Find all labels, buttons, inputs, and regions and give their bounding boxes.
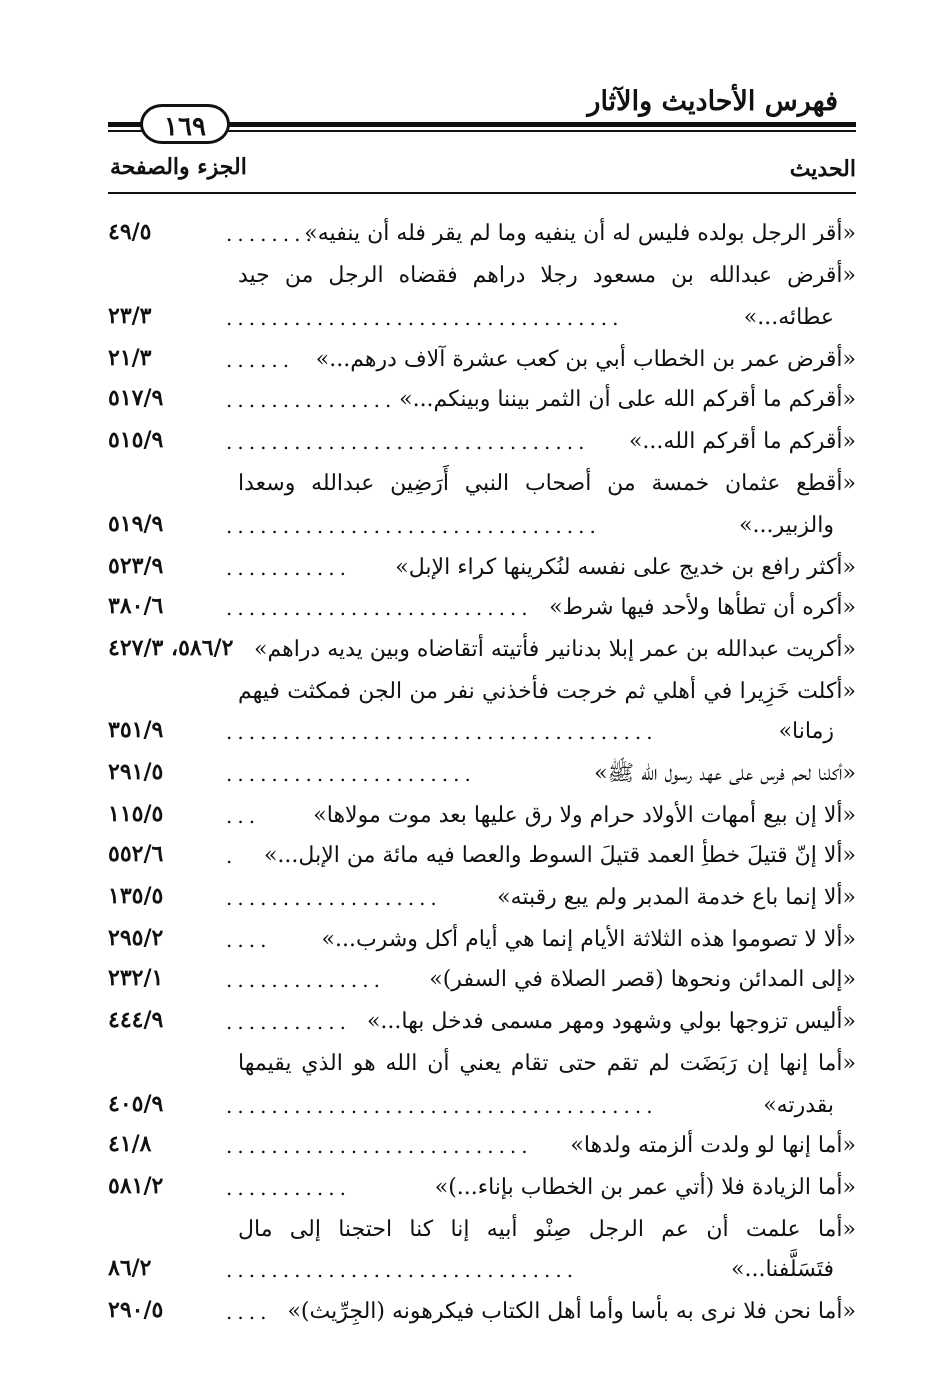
volume-page-ref: ٥٨١/٢: [108, 1173, 164, 1199]
index-line: [108, 380, 856, 420]
volume-page-ref: ٥٨٦/٢، ٤٢٧/٣: [108, 635, 234, 661]
leader-dots: ....: [226, 928, 272, 952]
index-line: [108, 960, 856, 1000]
leader-dots: ...................: [226, 886, 442, 910]
hadith-text: «إلى المدائن ونحوها (قصر الصلاة في السفر)»: [429, 967, 856, 992]
hadith-text: «أكثر رافع بن خديج على نفسه لنُكرينها كراء الإبل»: [395, 555, 856, 580]
leader-dots: ....: [226, 1300, 272, 1324]
hadith-text: عطائه...»: [743, 305, 834, 330]
volume-page-ref: ٥٥٢/٦: [108, 841, 164, 867]
hadith-text: «أقرض عمر بن الخطاب أبي بن كعب عشرة آلاف درهم...»: [315, 347, 856, 372]
index-line: [108, 630, 856, 670]
hadith-text: «أقركم ما أقركم الله على أن الثمر بيننا وبينكم...»: [399, 387, 856, 412]
leader-dots: ..............: [226, 968, 386, 992]
hadith-text: «ألا إنما باع خدمة المدبر ولم يبع رقبته»: [497, 885, 856, 910]
hadith-text: «أكلت خَزِيرا في أهلي ثم خرجت فأخذني نفر من الجن فمكثت فيهم: [238, 679, 857, 704]
index-line: [108, 836, 856, 876]
volume-page-ref: ١٣٥/٥: [108, 883, 164, 909]
volume-page-ref: ٣٥١/٩: [108, 717, 164, 743]
index-line: [108, 340, 856, 380]
index-line: [108, 754, 856, 794]
volume-page-ref: ٤٠٥/٩: [108, 1091, 164, 1117]
leader-dots: ......: [226, 348, 295, 372]
hadith-text: «ألا لا تصوموا هذه الثلاثة الأيام إنما هي أيام أكل وشرب...»: [321, 927, 856, 952]
leader-dots: ...........: [226, 1176, 351, 1200]
hadith-text: «أما الزيادة فلا (أتي عمر بن الخطاب بإناء...)»: [434, 1175, 856, 1200]
volume-page-ref: ٢٩٠/٥: [108, 1297, 164, 1323]
volume-page-ref: ٢٣/٣: [108, 303, 152, 329]
hadith-text: «أقرض عبدالله بن مسعود رجلا دراهم فقضاه الرجل من جيد: [238, 263, 856, 288]
index-line: [108, 1002, 856, 1042]
volume-page-ref: ٨٦/٢: [108, 1255, 152, 1281]
volume-page-ref: ٥١٩/٩: [108, 511, 164, 537]
index-line: [108, 1086, 856, 1126]
leader-dots: ...........: [226, 1010, 351, 1034]
column-heading-volume-page: الجزء والصفحة: [110, 154, 247, 180]
volume-page-ref: ٢١/٣: [108, 345, 152, 371]
leader-dots: .: [226, 844, 238, 868]
hadith-text: «أكلنا لحم فرس على عهد رسول الله ﷺ»: [594, 761, 856, 786]
hadith-text: فتَسَلَّفنا...»: [731, 1257, 834, 1282]
leader-dots: ......................................: [226, 720, 658, 744]
index-line: [108, 506, 856, 546]
volume-page-ref: ٢٩١/٥: [108, 759, 164, 785]
index-line: [108, 588, 856, 628]
leader-dots: ...........: [226, 556, 351, 580]
volume-page-ref: ١١٥/٥: [108, 801, 164, 827]
index-line: [108, 298, 856, 338]
volume-page-ref: ٤٩/٥: [108, 219, 152, 245]
index-line: [108, 672, 856, 712]
volume-page-ref: ٥١٧/٩: [108, 385, 164, 411]
index-line: [108, 1126, 856, 1166]
leader-dots: ................................: [226, 430, 590, 454]
page-number: ١٦٩: [140, 104, 230, 144]
hadith-text: «أليس تزوجها بولي وشهود ومهر مسمى فدخل بها...»: [366, 1009, 856, 1034]
hadith-text: «أما إنها لو ولدت ألزمته ولدها»: [570, 1133, 856, 1158]
index-line: [108, 548, 856, 588]
volume-page-ref: ٤٤٤/٩: [108, 1007, 164, 1033]
hadith-text: بقدرته»: [763, 1093, 834, 1118]
leader-dots: ...........................: [226, 596, 533, 620]
running-title: فهرس الأحاديث والآثار: [587, 86, 838, 117]
leader-dots: ...........................: [226, 1134, 533, 1158]
index-line: [108, 712, 856, 752]
index-line: [108, 1044, 856, 1084]
index-line: [108, 878, 856, 918]
index-line: [108, 1292, 856, 1332]
volume-page-ref: ٥١٥/٩: [108, 427, 164, 453]
leader-dots: ...............: [226, 388, 397, 412]
hadith-text: «ألا إنّ قتيلَ خطأِ العمد قتيلَ السوط والعصا فيه مائة من الإبل...»: [263, 843, 856, 868]
volume-page-ref: ٤١/٨: [108, 1131, 152, 1157]
index-line: [108, 422, 856, 462]
index-line: [108, 256, 856, 296]
hadith-text: «أقر الرجل بولده فليس له أن ينفيه وما لم يقر فله أن ينفيه»: [304, 221, 856, 246]
leader-dots: ........: [226, 222, 317, 246]
volume-page-ref: ٥٢٣/٩: [108, 553, 164, 579]
index-line: [108, 1250, 856, 1290]
index-line: [108, 464, 856, 504]
hadith-text: «أما إنها إن رَبَضَت لم تقم حتى تقام يعني أن الله هو الذي يقيمها: [238, 1051, 856, 1076]
column-heading-rule: [108, 192, 856, 194]
volume-page-ref: ٢٣٢/١: [108, 965, 164, 991]
index-line: [108, 1168, 856, 1208]
leader-dots: ......................................: [226, 1094, 658, 1118]
hadith-text: «أقركم ما أقركم الله...»: [628, 429, 856, 454]
leader-dots: ...................................: [226, 306, 624, 330]
hadith-text: «أما علمت أن عم الرجل صِنْو أبيه إنا كنا احتجنا إلى مال: [238, 1217, 856, 1242]
hadith-text: «أكريت عبدالله بن عمر إبلا بدنانير فأتيته أتقاضاه وبين يديه دراهم»: [253, 637, 856, 662]
leader-dots: ...: [226, 804, 261, 828]
hadith-text: «أما نحن فلا نرى به بأسا وأما أهل الكتاب فيكرهونه (الجِرِّيث)»: [287, 1299, 856, 1324]
index-line: [108, 214, 856, 254]
hadith-text: «ألا إن بيع أمهات الأولاد حرام ولا رق عليها بعد موت مولاها»: [313, 803, 856, 828]
index-line: [108, 920, 856, 960]
index-line: [108, 1210, 856, 1250]
leader-dots: .................................: [226, 514, 601, 538]
volume-page-ref: ٢٩٥/٢: [108, 925, 164, 951]
hadith-text: «أقطع عثمان خمسة من أصحاب النبي أَرَضِين عبدالله وسعدا: [238, 471, 856, 496]
hadith-text: «أكره أن تطأها ولأحد فيها شرط»: [549, 595, 856, 620]
leader-dots: ...............................: [226, 1258, 579, 1282]
leader-dots: ......................: [226, 762, 476, 786]
hadith-text: زمانا»: [778, 719, 834, 744]
hadith-text: والزبير...»: [739, 513, 834, 538]
index-line: [108, 796, 856, 836]
column-heading-hadith: الحديث: [789, 156, 856, 182]
volume-page-ref: ٣٨٠/٦: [108, 593, 164, 619]
